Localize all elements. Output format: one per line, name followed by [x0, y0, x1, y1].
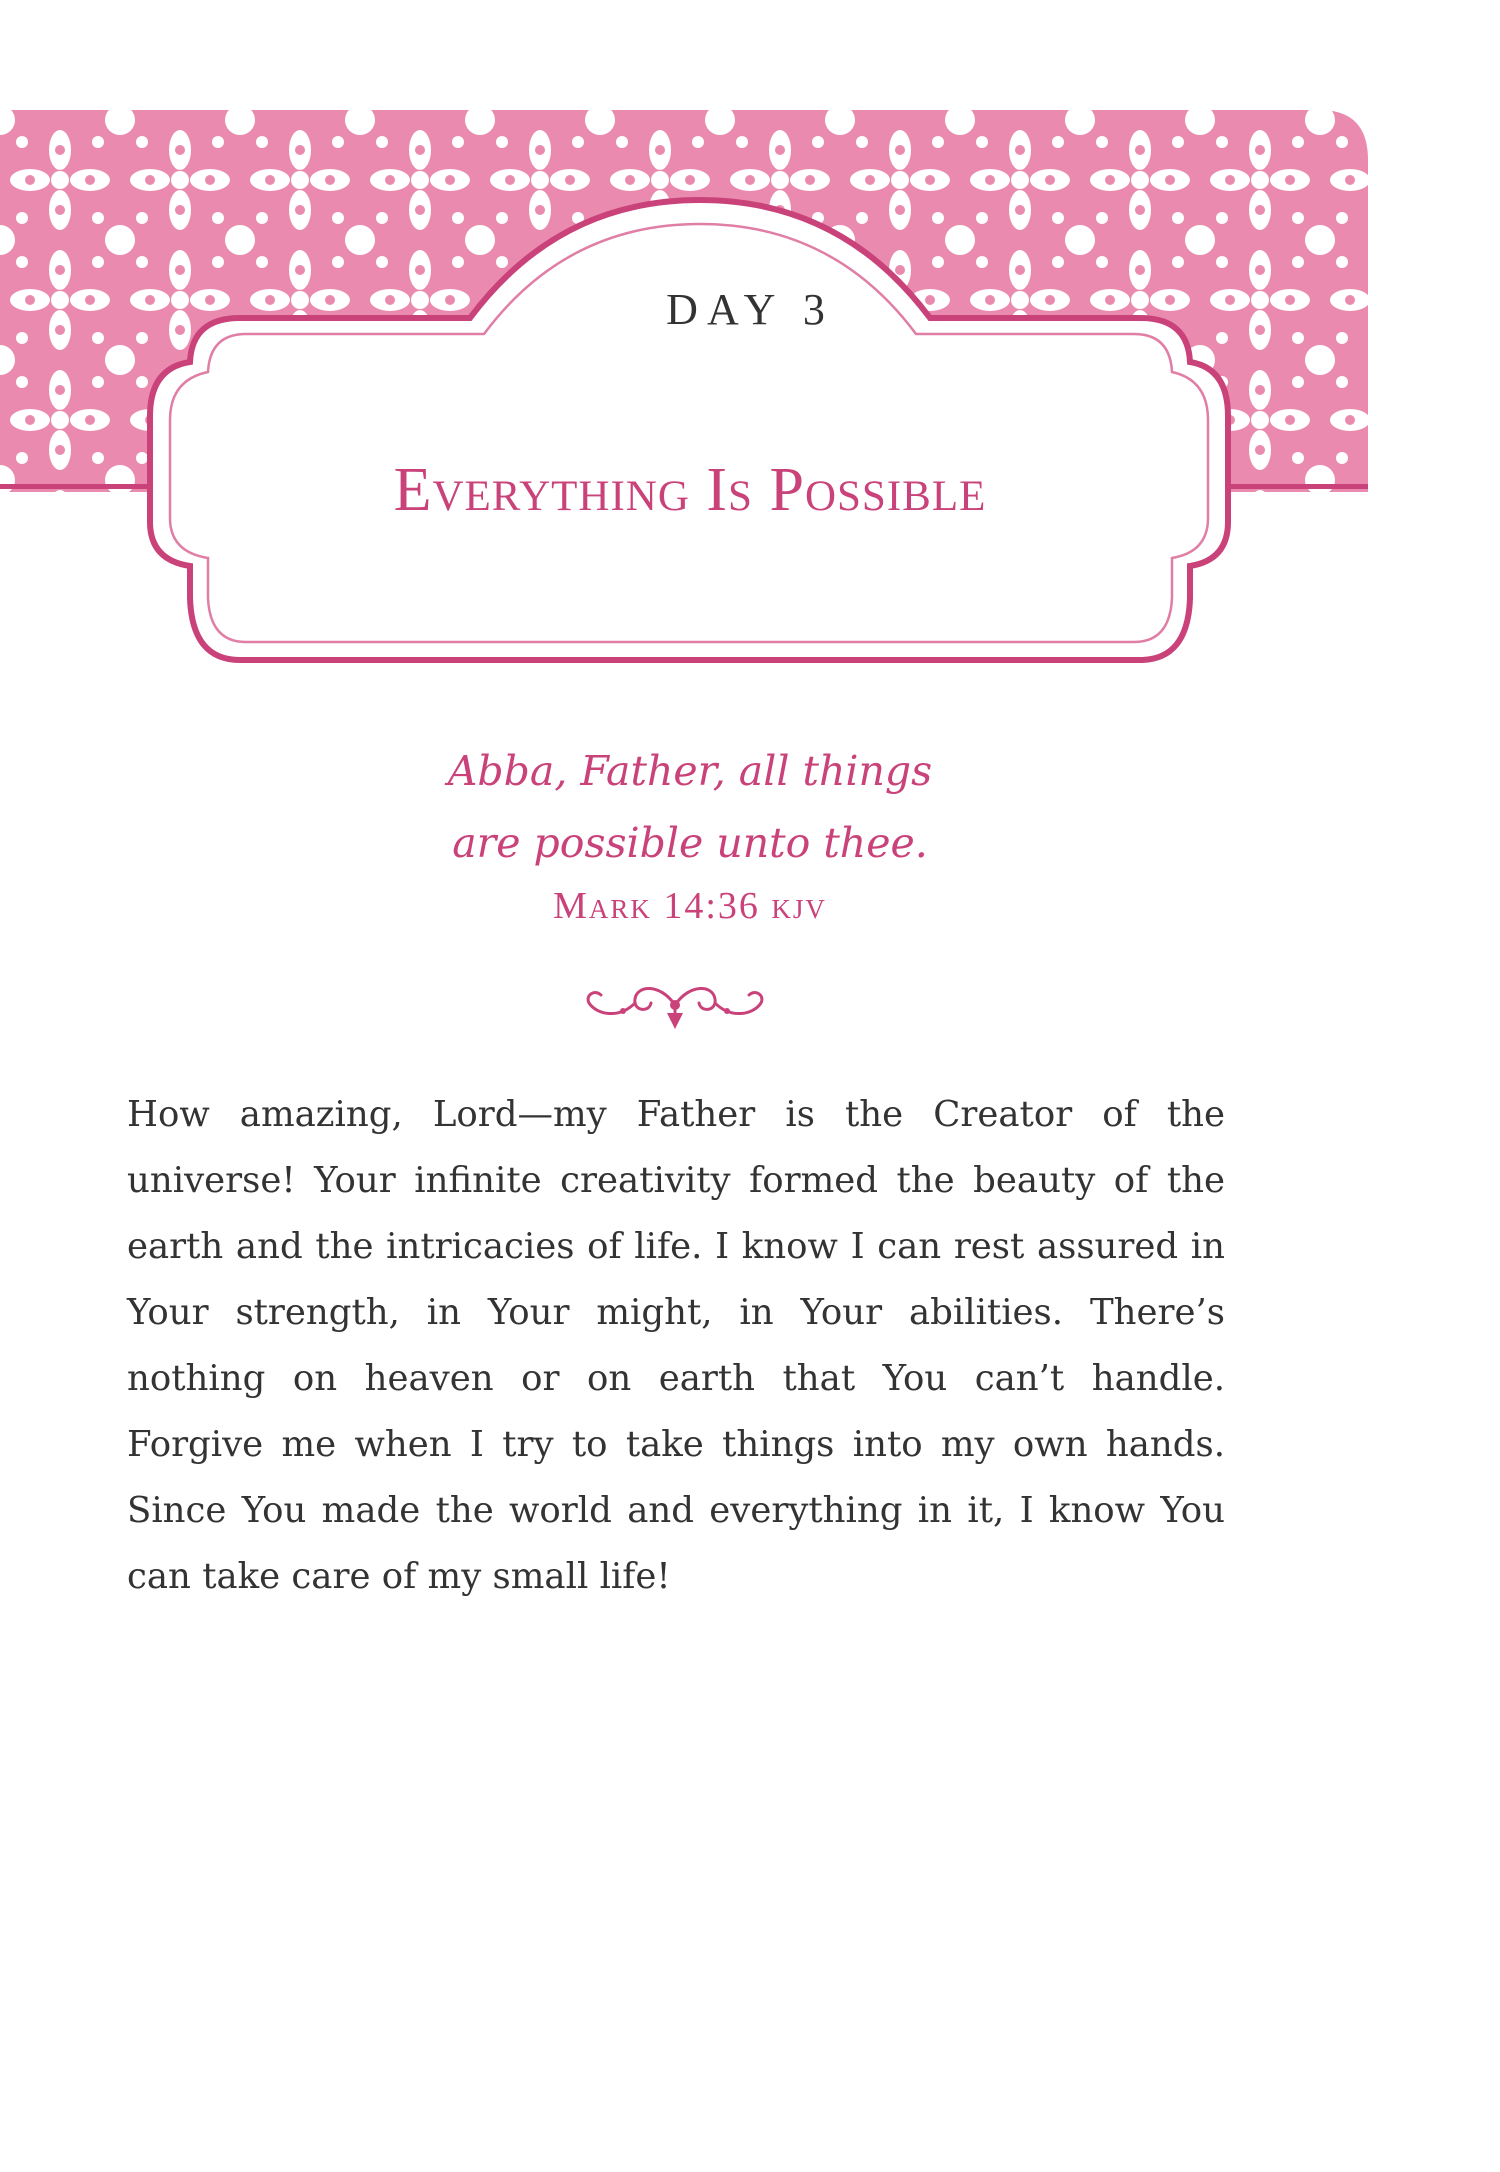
devotional-text: How amazing, Lord—my Father is the Creator of the universe! Your infinite creativity formed the beauty of the earth and the intricacies of life. I know I can rest assured in Your strength, in Your might, in Your abilities. There’s nothing on heaven or on earth that You can’t handle. Forgive me when I try to take things into my own hands. Since You made the world and everything in it, I know You can take care of my small life!: [127, 1094, 1225, 1597]
verse-line-1: Abba, Father, all things: [447, 747, 933, 795]
verse-line-2: are possible unto thee.: [452, 819, 928, 867]
page-title: Everything Is Possible: [393, 456, 987, 524]
verse-reference: Mark 14:36 kjv: [553, 885, 827, 927]
scripture-verse: [260, 735, 1120, 879]
right-rule: [1228, 484, 1368, 489]
decorative-banner: [0, 0, 1500, 700]
left-rule: [0, 484, 160, 489]
flourish-ornament-icon: [575, 975, 775, 1035]
day-label: DAY 3: [666, 285, 834, 334]
